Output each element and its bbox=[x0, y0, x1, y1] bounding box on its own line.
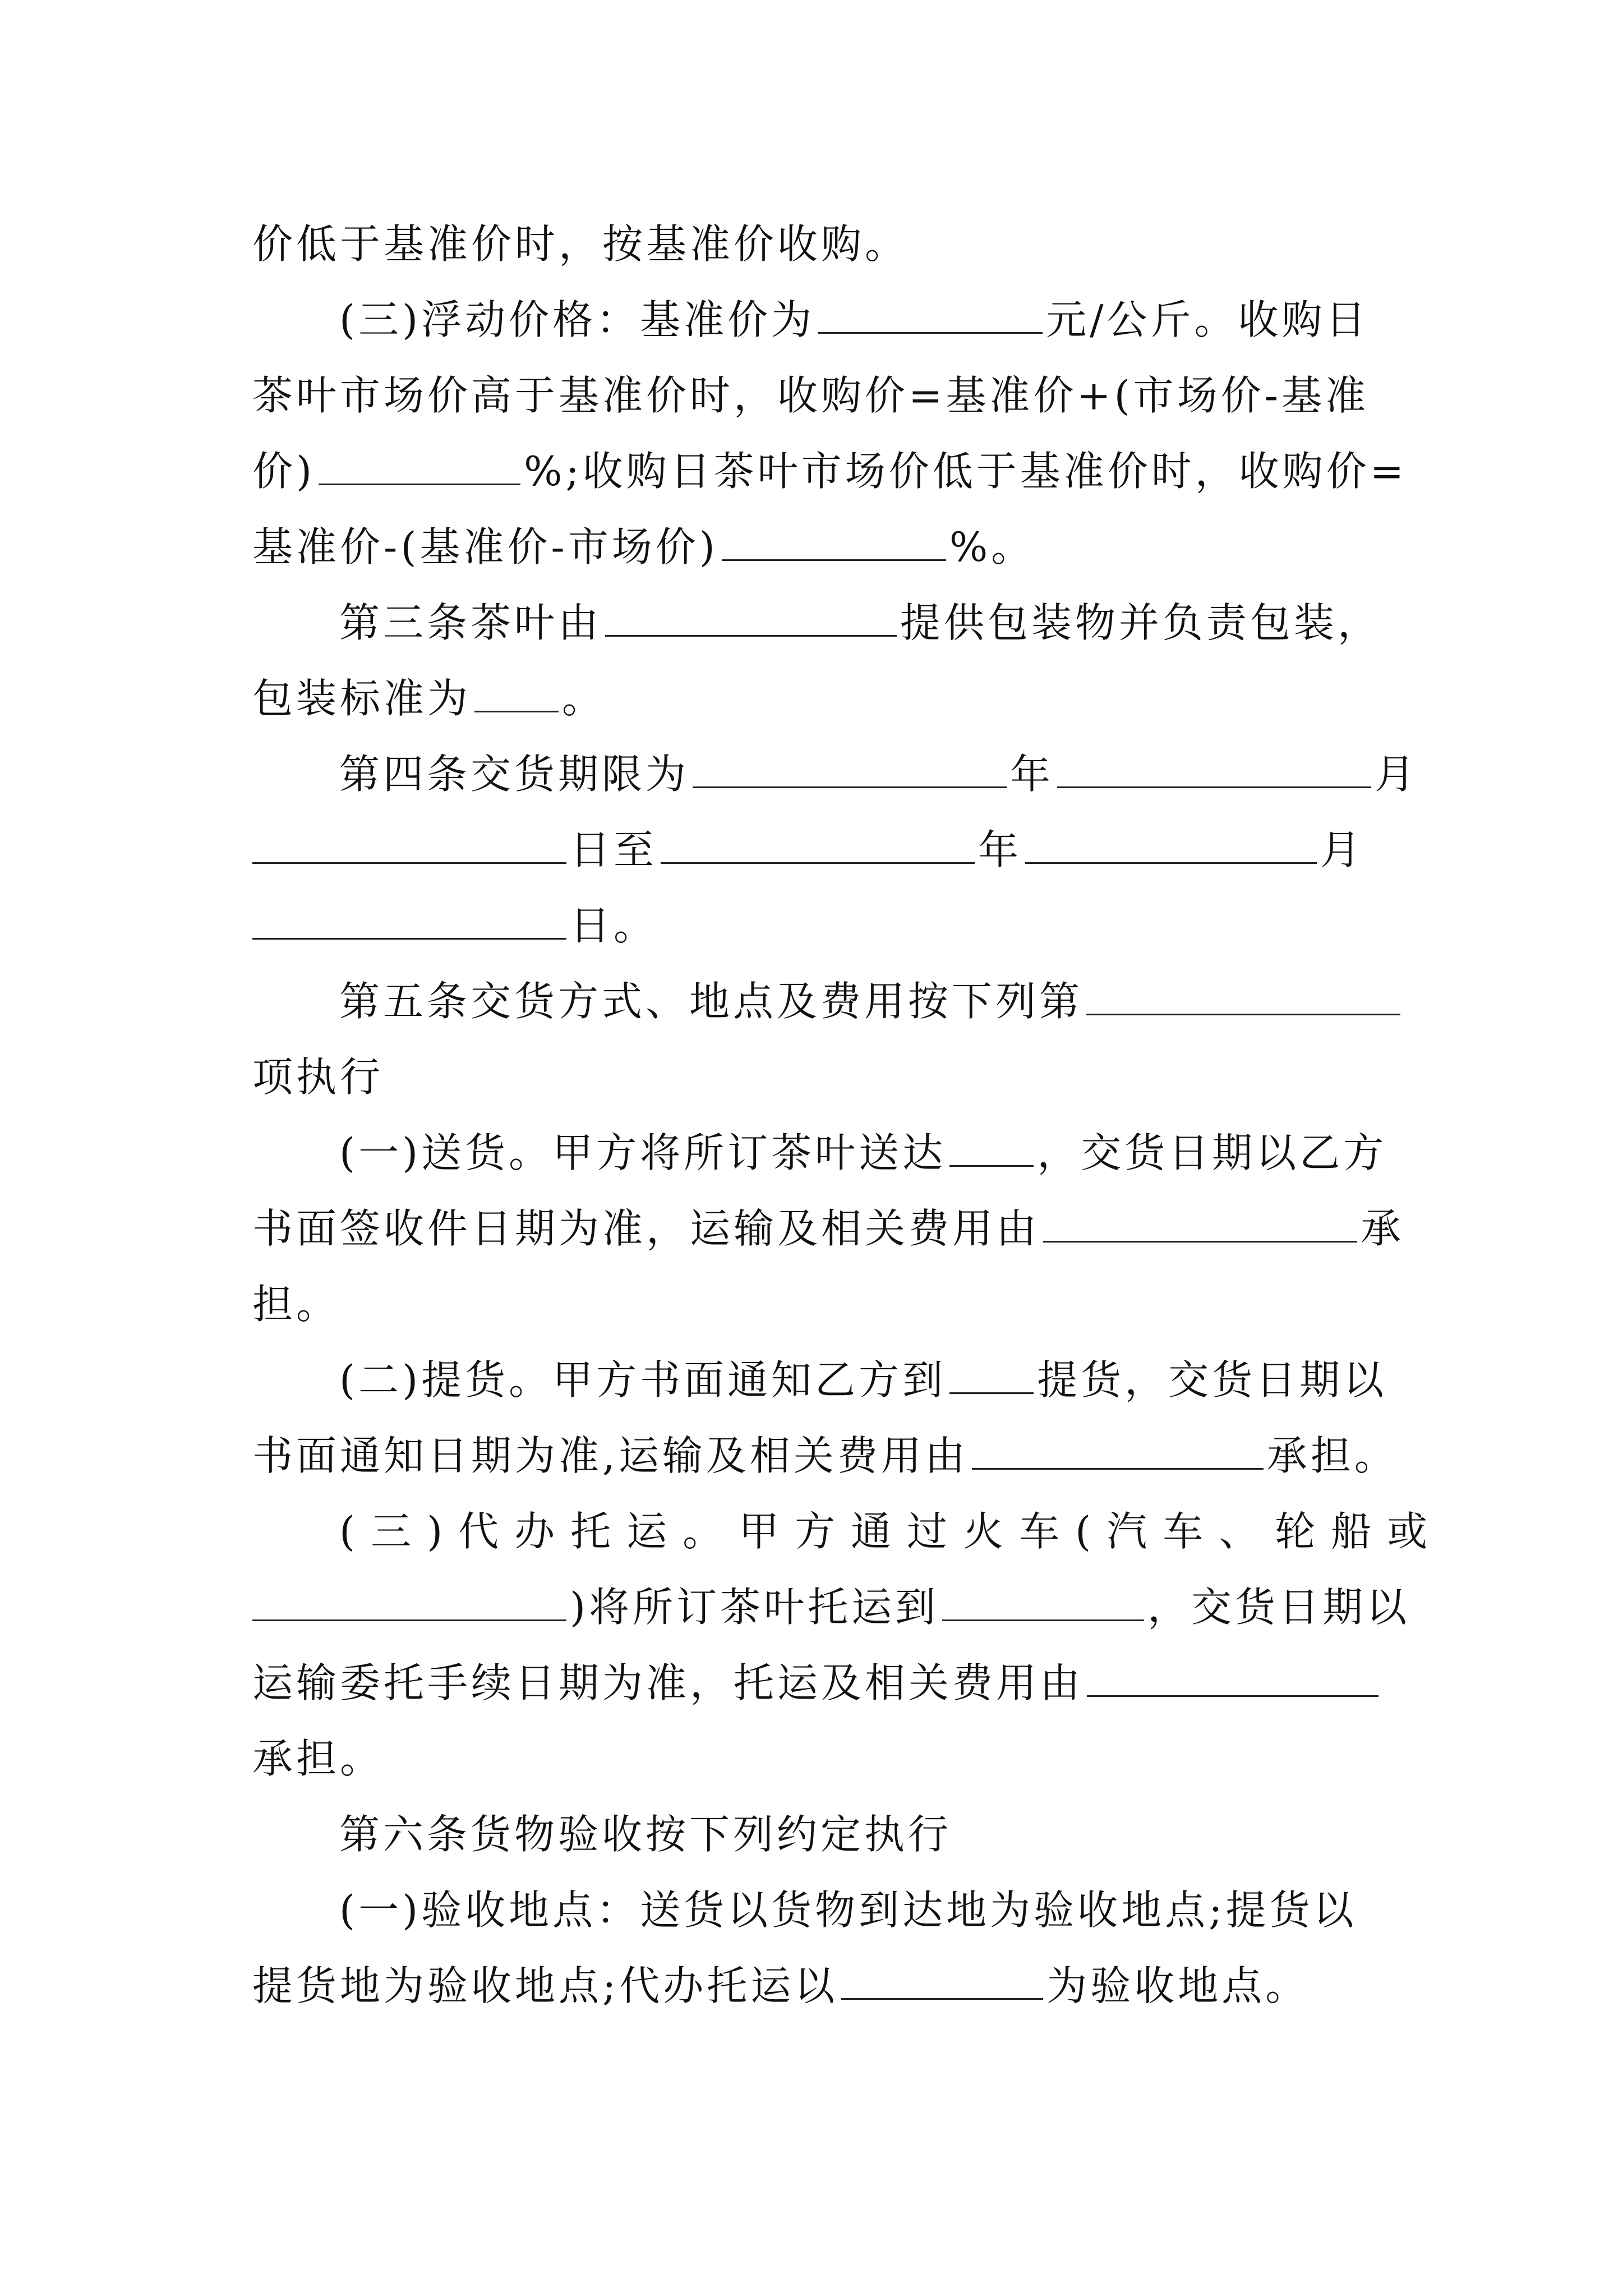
line-text: 茶叶市场价高于基准价时，收购价=基准价+(市场价-基准 bbox=[252, 372, 1370, 419]
fill-in-blank[interactable] bbox=[972, 1433, 1264, 1470]
text-line-18 bbox=[339, 1501, 1444, 1562]
line-text: 书面通知日期为准,运输及相关费用由 bbox=[252, 1432, 969, 1479]
line-text: (三)代办托运。甲方通过火车(汽车、轮船或 bbox=[339, 1508, 1444, 1555]
fill-in-blank[interactable] bbox=[949, 1130, 1034, 1167]
line-text: 为验收地点。 bbox=[1046, 1962, 1310, 2009]
fill-in-blank[interactable] bbox=[605, 600, 897, 637]
fill-in-blank[interactable] bbox=[1043, 1206, 1357, 1243]
text-line-11 bbox=[339, 970, 1391, 1032]
text-line-5 bbox=[252, 516, 1391, 578]
line-text: 第三条茶叶由 bbox=[339, 599, 602, 646]
line-text: 月 bbox=[1320, 826, 1364, 873]
text-line-10 bbox=[252, 895, 1391, 956]
line-text: )将所订茶叶托运到 bbox=[570, 1584, 939, 1631]
fill-in-blank[interactable] bbox=[818, 297, 1043, 334]
line-text: 价低于基准价时，按基准价收购。 bbox=[252, 220, 909, 268]
text-line-16 bbox=[339, 1349, 1391, 1411]
text-line-19 bbox=[252, 1576, 1410, 1638]
line-text: 运输委托手续日期为准，托运及相关费用由 bbox=[252, 1659, 1084, 1706]
text-line-4 bbox=[252, 440, 1408, 502]
fill-in-blank[interactable] bbox=[474, 676, 559, 712]
fill-in-blank[interactable] bbox=[252, 903, 566, 940]
line-text: 基准价-(基准价-市场价) bbox=[252, 523, 718, 570]
text-line-12 bbox=[252, 1046, 1391, 1108]
line-text: ，交货日期以乙方 bbox=[1037, 1129, 1387, 1176]
text-line-8 bbox=[339, 743, 1419, 805]
text-line-15 bbox=[252, 1273, 1391, 1335]
line-text: ，交货日期以 bbox=[1147, 1584, 1410, 1631]
fill-in-blank[interactable] bbox=[942, 1585, 1144, 1621]
fill-in-blank[interactable] bbox=[661, 827, 975, 864]
line-text: 第四条交货期限为 bbox=[339, 751, 690, 798]
line-text: %。 bbox=[949, 523, 1035, 570]
line-text: 。 bbox=[562, 675, 606, 722]
fill-in-blank[interactable] bbox=[1025, 827, 1317, 864]
line-text: %;收购日茶叶市场价低于基准价时，收购价= bbox=[524, 448, 1408, 495]
line-text: 提供包装物并负责包装， bbox=[900, 599, 1382, 646]
fill-in-blank[interactable] bbox=[252, 827, 566, 864]
line-text: 第五条交货方式、地点及费用按下列第 bbox=[339, 978, 1083, 1025]
line-text: 承 bbox=[1361, 1205, 1405, 1252]
fill-in-blank[interactable] bbox=[1057, 752, 1371, 788]
line-text: 日。 bbox=[570, 902, 658, 949]
line-text: 日至 bbox=[570, 826, 658, 873]
text-line-3 bbox=[252, 365, 1391, 426]
line-text: 第六条货物验收按下列约定执行 bbox=[339, 1811, 952, 1858]
text-line-7 bbox=[252, 668, 1391, 729]
fill-in-blank[interactable] bbox=[722, 524, 946, 561]
fill-in-blank[interactable] bbox=[841, 1963, 1043, 2000]
line-text: 担。 bbox=[252, 1281, 340, 1328]
line-text: 提货，交货日期以 bbox=[1037, 1356, 1387, 1404]
line-text: 元/公斤。收购日 bbox=[1046, 296, 1370, 343]
line-text: 包装标准为 bbox=[252, 675, 472, 722]
text-line-23 bbox=[339, 1879, 1391, 1941]
text-line-17 bbox=[252, 1425, 1398, 1487]
line-text: (三)浮动价格：基准价为 bbox=[339, 296, 815, 343]
text-line-13 bbox=[339, 1122, 1391, 1184]
line-text: (一)送货。甲方将所订茶叶送达 bbox=[339, 1129, 947, 1176]
line-text: 价) bbox=[252, 448, 316, 495]
text-line-24 bbox=[252, 1955, 1391, 2017]
line-text: 提货地为验收地点;代办托运以 bbox=[252, 1962, 838, 2009]
text-line-6 bbox=[339, 592, 1391, 654]
line-text: (一)验收地点：送货以货物到达地为验收地点;提货以 bbox=[339, 1887, 1357, 1934]
line-text: 年 bbox=[1010, 751, 1054, 798]
line-text: 月 bbox=[1375, 751, 1419, 798]
line-text: 项执行 bbox=[252, 1053, 384, 1101]
fill-in-blank[interactable] bbox=[693, 752, 1007, 788]
line-text: 承担。 bbox=[1266, 1432, 1398, 1479]
text-line-14 bbox=[252, 1198, 1405, 1259]
text-line-22 bbox=[339, 1803, 1391, 1865]
text-line-20 bbox=[252, 1652, 1391, 1714]
line-text: 承担。 bbox=[252, 1735, 384, 1782]
line-text: 书面签收件日期为准，运输及相关费用由 bbox=[252, 1205, 1040, 1252]
text-line-2 bbox=[339, 289, 1391, 351]
text-line-9 bbox=[252, 819, 1391, 881]
fill-in-blank[interactable] bbox=[252, 1585, 566, 1621]
fill-in-blank[interactable] bbox=[1087, 1660, 1378, 1697]
line-text: (二)提货。甲方书面通知乙方到 bbox=[339, 1356, 947, 1404]
fill-in-blank[interactable] bbox=[1086, 979, 1400, 1015]
text-line-1 bbox=[252, 213, 1391, 275]
fill-in-blank[interactable] bbox=[319, 449, 520, 485]
fill-in-blank[interactable] bbox=[949, 1358, 1034, 1394]
line-text: 年 bbox=[978, 826, 1022, 873]
text-line-21 bbox=[252, 1728, 1391, 1789]
